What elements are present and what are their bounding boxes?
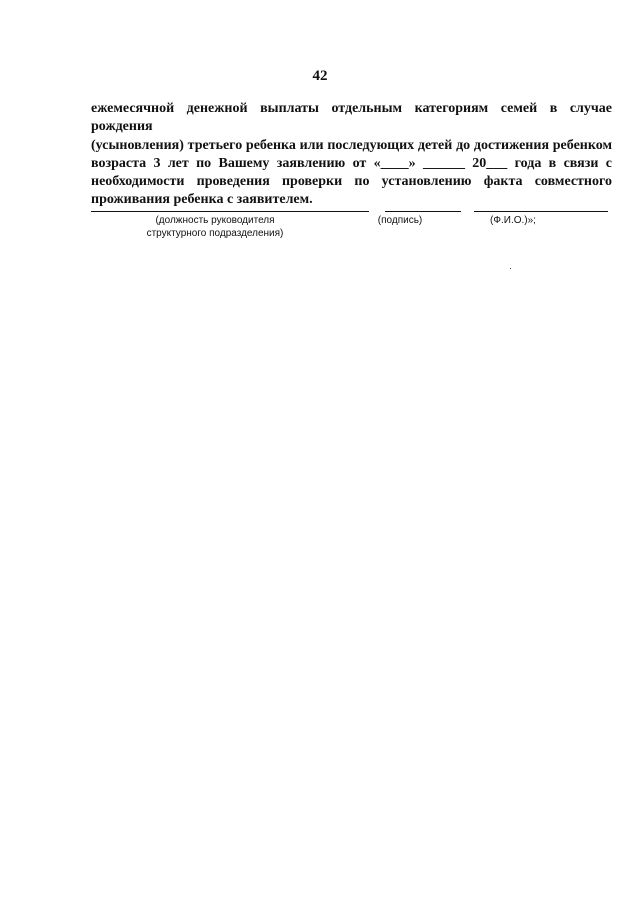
position-signature-line [91,211,369,212]
position-caption-line1: (должность руководителя [155,215,275,226]
page-number: 42 [312,68,328,84]
paragraph-line: ежемесячной денежной выплаты отдельным категориям семей в случае рождения [91,101,612,135]
paragraph-line: (усыновления) третьего ребенка или последующих детей до достижения ребенком [91,137,612,153]
paragraph-line: необходимости проведения проверки по установлению факта совместного [91,174,612,190]
name-caption: (Ф.И.О.)»; [490,215,536,226]
name-signature-line [474,211,608,212]
signature-caption: (подпись) [377,215,423,226]
scan-speck [510,268,511,269]
body-paragraph [91,100,612,210]
paragraph-line: проживания ребенка с заявителем. [91,192,313,208]
signature-line [385,211,461,212]
position-caption [120,215,310,240]
paragraph-line: возраста 3 лет по Вашему заявлению от «____» ______ 20___ года в связи с [91,155,612,171]
position-caption-line2: структурного подразделения) [146,227,284,239]
